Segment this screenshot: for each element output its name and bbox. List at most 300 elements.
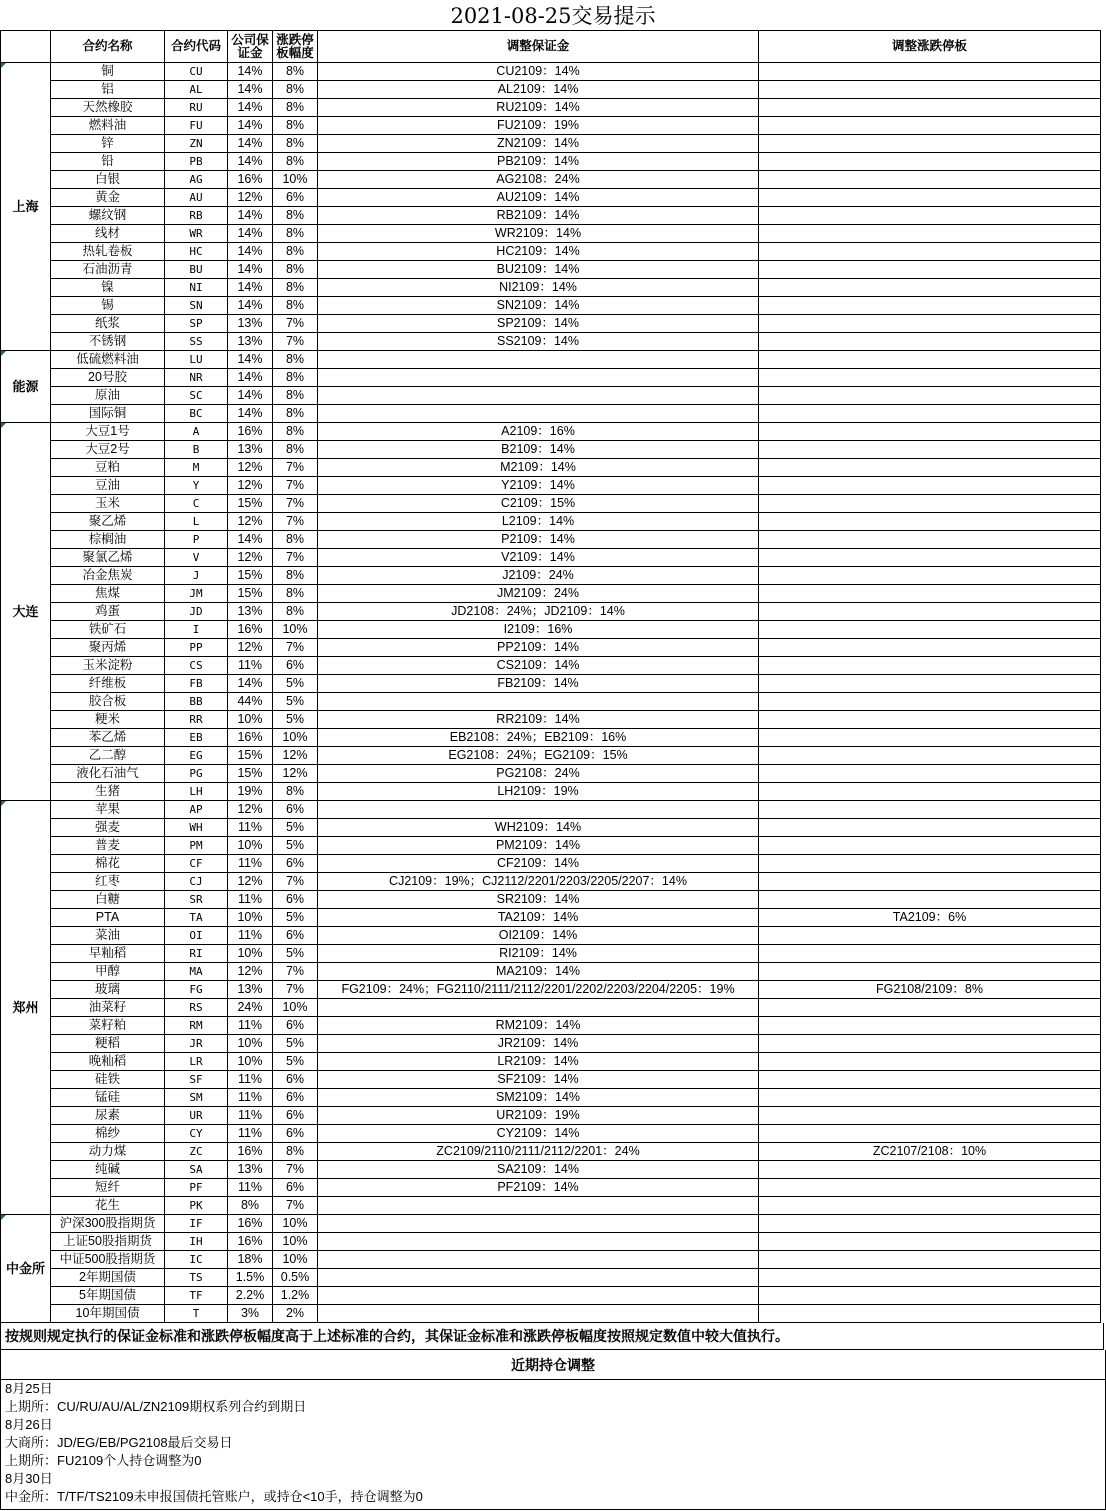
contract-code-cell: I [165,621,228,639]
adjusted-margin-cell [318,369,759,387]
adjusted-margin-cell: RB2109：14% [318,207,759,225]
limit-range-cell: 10% [273,999,318,1017]
adjusted-margin-cell: L2109：14% [318,513,759,531]
table-row [1,567,1101,585]
adjusted-limit-cell [759,1035,1101,1053]
contract-code-cell: AU [165,189,228,207]
contract-code-cell: BC [165,405,228,423]
adjusted-limit-cell [759,1017,1101,1035]
limit-range-cell: 5% [273,693,318,711]
limit-range-cell: 7% [273,459,318,477]
table-row [1,639,1101,657]
contract-code-cell: PP [165,639,228,657]
table-row [1,621,1101,639]
company-margin-cell: 10% [228,711,273,729]
adjusted-margin-cell [318,351,759,369]
contract-name-cell: 油菜籽 [51,999,165,1017]
note-line: 8月30日 [5,1471,53,1486]
contract-name-cell: 铅 [51,153,165,171]
table-row [1,261,1101,279]
adjusted-limit-cell [759,135,1101,153]
adjusted-margin-cell: JR2109：14% [318,1035,759,1053]
limit-range-cell: 5% [273,711,318,729]
company-margin-cell: 14% [228,81,273,99]
margin-table [0,30,1101,1323]
contract-name-cell: 动力煤 [51,1143,165,1161]
company-margin-cell: 14% [228,297,273,315]
table-row [1,1143,1101,1161]
company-margin-cell: 14% [228,117,273,135]
adjusted-limit-cell [759,153,1101,171]
table-row [1,333,1101,351]
table-row [1,873,1101,891]
adjusted-margin-cell: PF2109：14% [318,1179,759,1197]
exchange-cell: 大连 [1,423,51,801]
contract-code-cell: OI [165,927,228,945]
adjusted-limit-cell [759,1305,1101,1323]
adjusted-margin-cell [318,405,759,423]
company-margin-cell: 10% [228,1053,273,1071]
contract-code-cell: TS [165,1269,228,1287]
table-row [1,459,1101,477]
contract-code-cell: CU [165,63,228,81]
company-margin-cell: 1.5% [228,1269,273,1287]
contract-code-cell: WR [165,225,228,243]
company-margin-cell: 16% [228,729,273,747]
limit-range-cell: 7% [273,1197,318,1215]
company-margin-cell: 11% [228,657,273,675]
adjusted-margin-cell: WR2109：14% [318,225,759,243]
limit-range-cell: 8% [273,405,318,423]
table-row [1,1125,1101,1143]
company-margin-cell: 14% [228,207,273,225]
contract-name-cell: 石油沥青 [51,261,165,279]
limit-range-cell: 10% [273,1251,318,1269]
adjusted-margin-cell: FB2109：14% [318,675,759,693]
adjusted-limit-cell [759,171,1101,189]
adjusted-limit-cell [759,333,1101,351]
contract-code-cell: SC [165,387,228,405]
contract-code-cell: RS [165,999,228,1017]
limit-range-cell: 7% [273,495,318,513]
table-row [1,531,1101,549]
contract-code-cell: CF [165,855,228,873]
company-margin-cell: 18% [228,1251,273,1269]
adjusted-margin-cell: CJ2109：19%；CJ2112/2201/2203/2205/2207：14% [318,873,759,891]
company-margin-cell: 14% [228,675,273,693]
contract-code-cell: SN [165,297,228,315]
adjusted-limit-cell [759,99,1101,117]
table-row [1,801,1101,819]
adjusted-limit-cell [759,927,1101,945]
contract-code-cell: FB [165,675,228,693]
contract-name-cell: 粳米 [51,711,165,729]
company-margin-cell: 10% [228,1035,273,1053]
table-row [1,1053,1101,1071]
company-margin-cell: 12% [228,513,273,531]
table-row [1,171,1101,189]
adjusted-margin-cell: OI2109：14% [318,927,759,945]
contract-name-cell: 白银 [51,171,165,189]
exchange-cell: 郑州 [1,801,51,1215]
contract-name-cell: 铝 [51,81,165,99]
contract-name-cell: 10年期国债 [51,1305,165,1323]
limit-range-cell: 10% [273,729,318,747]
contract-name-cell: 豆油 [51,477,165,495]
company-margin-cell: 14% [228,261,273,279]
contract-name-cell: 燃料油 [51,117,165,135]
table-row [1,279,1101,297]
contract-name-cell: 线材 [51,225,165,243]
limit-range-cell: 8% [273,243,318,261]
adjusted-limit-cell [759,963,1101,981]
table-row [1,369,1101,387]
contract-name-cell: 不锈钢 [51,333,165,351]
limit-range-cell: 8% [273,99,318,117]
contract-code-cell: FU [165,117,228,135]
contract-name-cell: 鸡蛋 [51,603,165,621]
company-margin-cell: 15% [228,495,273,513]
contract-name-cell: 苹果 [51,801,165,819]
company-margin-cell: 2.2% [228,1287,273,1305]
adjusted-limit-cell [759,675,1101,693]
contract-name-cell: 原油 [51,387,165,405]
company-margin-cell: 10% [228,945,273,963]
adjusted-margin-cell: SA2109：14% [318,1161,759,1179]
company-margin-cell: 11% [228,1107,273,1125]
limit-range-cell: 8% [273,81,318,99]
contract-name-cell: 菜籽粕 [51,1017,165,1035]
company-margin-cell: 12% [228,549,273,567]
adjusted-limit-cell [759,477,1101,495]
table-row [1,351,1101,369]
limit-range-cell: 7% [273,513,318,531]
company-margin-cell: 13% [228,981,273,999]
adjusted-limit-cell [759,1197,1101,1215]
table-row [1,477,1101,495]
adjusted-limit-cell [759,837,1101,855]
contract-code-cell: NR [165,369,228,387]
adjusted-margin-cell: CY2109：14% [318,1125,759,1143]
adjusted-margin-cell: RI2109：14% [318,945,759,963]
company-margin-cell: 14% [228,531,273,549]
table-row [1,1197,1101,1215]
company-margin-cell: 11% [228,1071,273,1089]
limit-range-cell: 8% [273,207,318,225]
table-row [1,549,1101,567]
limit-range-cell: 6% [273,657,318,675]
adjusted-limit-cell [759,225,1101,243]
contract-code-cell: RU [165,99,228,117]
contract-code-cell: AL [165,81,228,99]
limit-range-cell: 7% [273,1161,318,1179]
contract-name-cell: 聚丙烯 [51,639,165,657]
adjusted-limit-cell [759,819,1101,837]
table-row [1,513,1101,531]
contract-name-cell: 天然橡胶 [51,99,165,117]
limit-range-cell: 1.2% [273,1287,318,1305]
contract-code-cell: BU [165,261,228,279]
adjusted-limit-cell [759,297,1101,315]
table-row [1,711,1101,729]
table-row [1,729,1101,747]
table-row [1,1017,1101,1035]
limit-range-cell: 7% [273,315,318,333]
adjusted-limit-cell [759,603,1101,621]
contract-name-cell: 上证50股指期货 [51,1233,165,1251]
adjusted-limit-cell [759,873,1101,891]
adjusted-margin-cell: RU2109：14% [318,99,759,117]
adjusted-limit-cell [759,1161,1101,1179]
contract-name-cell: 苯乙烯 [51,729,165,747]
adjusted-margin-cell: J2109：24% [318,567,759,585]
adjusted-margin-cell: CS2109：14% [318,657,759,675]
limit-range-cell: 6% [273,891,318,909]
table-row [1,891,1101,909]
contract-code-cell: RR [165,711,228,729]
contract-code-cell: V [165,549,228,567]
contract-code-cell: JM [165,585,228,603]
contract-code-cell: LR [165,1053,228,1071]
contract-name-cell: 螺纹钢 [51,207,165,225]
contract-code-cell: B [165,441,228,459]
adjusted-limit-cell [759,729,1101,747]
company-margin-cell: 14% [228,225,273,243]
table-row [1,945,1101,963]
adjusted-limit-cell [759,891,1101,909]
company-margin-cell: 13% [228,315,273,333]
adjusted-margin-cell [318,1287,759,1305]
company-margin-cell: 16% [228,423,273,441]
contract-code-cell: T [165,1305,228,1323]
table-row [1,315,1101,333]
contract-name-cell: 焦煤 [51,585,165,603]
table-row [1,1089,1101,1107]
table-row [1,117,1101,135]
limit-range-cell: 8% [273,1143,318,1161]
adjusted-limit-cell [759,693,1101,711]
adjusted-limit-cell [759,441,1101,459]
company-margin-cell: 11% [228,927,273,945]
table-row [1,837,1101,855]
adjusted-margin-cell: RM2109：14% [318,1017,759,1035]
adjusted-limit-cell [759,1287,1101,1305]
company-margin-cell: 13% [228,603,273,621]
company-margin-cell: 15% [228,765,273,783]
note-line: 上期所：FU2109个人持仓调整为0 [5,1453,202,1468]
table-header-row [1,31,1101,63]
adjusted-limit-cell [759,1107,1101,1125]
adjusted-limit-cell [759,243,1101,261]
limit-range-cell: 8% [273,441,318,459]
limit-range-cell: 5% [273,837,318,855]
contract-name-cell: 锡 [51,297,165,315]
limit-range-cell: 8% [273,297,318,315]
contract-code-cell: PK [165,1197,228,1215]
adjusted-limit-cell [759,621,1101,639]
limit-range-cell: 8% [273,567,318,585]
limit-range-cell: 6% [273,1179,318,1197]
contract-code-cell: ZN [165,135,228,153]
header-adjusted-limit: 调整涨跌停板 [759,31,1101,63]
company-margin-cell: 15% [228,747,273,765]
adjusted-margin-cell: EG2108：24%；EG2109：15% [318,747,759,765]
limit-range-cell: 10% [273,171,318,189]
adjusted-limit-cell [759,1053,1101,1071]
company-margin-cell: 12% [228,963,273,981]
contract-name-cell: 菜油 [51,927,165,945]
company-margin-cell: 14% [228,135,273,153]
adjusted-margin-cell: PP2109：14% [318,639,759,657]
adjusted-margin-cell: SS2109：14% [318,333,759,351]
contract-name-cell: 锰硅 [51,1089,165,1107]
contract-name-cell: 普麦 [51,837,165,855]
company-margin-cell: 12% [228,801,273,819]
adjusted-limit-cell [759,531,1101,549]
table-row [1,63,1101,81]
adjusted-margin-cell: FU2109：19% [318,117,759,135]
contract-name-cell: 国际铜 [51,405,165,423]
limit-range-cell: 8% [273,603,318,621]
adjusted-margin-cell: SN2109：14% [318,297,759,315]
limit-range-cell: 6% [273,189,318,207]
contract-code-cell: LU [165,351,228,369]
limit-range-cell: 8% [273,783,318,801]
adjusted-margin-cell: I2109：16% [318,621,759,639]
contract-code-cell: SA [165,1161,228,1179]
contract-code-cell: AG [165,171,228,189]
contract-code-cell: WH [165,819,228,837]
table-row [1,1035,1101,1053]
limit-range-cell: 5% [273,1053,318,1071]
contract-code-cell: CS [165,657,228,675]
table-row [1,1071,1101,1089]
adjusted-limit-cell [759,999,1101,1017]
contract-name-cell: 短纤 [51,1179,165,1197]
contract-name-cell: 20号胶 [51,369,165,387]
table-row [1,495,1101,513]
contract-code-cell: MA [165,963,228,981]
adjusted-margin-cell: TA2109：14% [318,909,759,927]
adjusted-limit-cell [759,1125,1101,1143]
header-limit-range: 涨跌停板幅度 [273,31,318,63]
company-margin-cell: 14% [228,99,273,117]
contract-code-cell: LH [165,783,228,801]
contract-name-cell: 尿素 [51,1107,165,1125]
adjusted-limit-cell: TA2109：6% [759,909,1101,927]
adjusted-limit-cell [759,1215,1101,1233]
adjusted-limit-cell [759,711,1101,729]
adjusted-margin-cell: SM2109：14% [318,1089,759,1107]
table-row [1,1305,1101,1323]
adjusted-margin-cell [318,1197,759,1215]
limit-range-cell: 6% [273,801,318,819]
table-row [1,1251,1101,1269]
limit-range-cell: 6% [273,927,318,945]
notes-block [0,1380,1106,1510]
contract-code-cell: RI [165,945,228,963]
company-margin-cell: 14% [228,369,273,387]
adjusted-limit-cell [759,495,1101,513]
note-line: 8月25日 [5,1381,53,1396]
adjusted-margin-cell [318,1233,759,1251]
adjusted-limit-cell [759,423,1101,441]
contract-name-cell: 大豆2号 [51,441,165,459]
table-row [1,1179,1101,1197]
adjusted-margin-cell: A2109：16% [318,423,759,441]
table-row [1,423,1101,441]
contract-name-cell: 铜 [51,63,165,81]
company-margin-cell: 16% [228,1215,273,1233]
company-margin-cell: 11% [228,855,273,873]
adjusted-limit-cell [759,657,1101,675]
contract-name-cell: 镍 [51,279,165,297]
contract-code-cell: FG [165,981,228,999]
adjusted-margin-cell: CU2109：14% [318,63,759,81]
company-margin-cell: 12% [228,477,273,495]
table-row [1,207,1101,225]
company-margin-cell: 8% [228,1197,273,1215]
table-row [1,189,1101,207]
contract-name-cell: 黄金 [51,189,165,207]
limit-range-cell: 10% [273,1233,318,1251]
adjusted-margin-cell: PG2108：24% [318,765,759,783]
contract-code-cell: C [165,495,228,513]
adjusted-margin-cell: HC2109：14% [318,243,759,261]
adjusted-limit-cell: FG2108/2109：8% [759,981,1101,999]
contract-code-cell: TA [165,909,228,927]
contract-name-cell: 甲醇 [51,963,165,981]
table-row [1,405,1101,423]
adjusted-limit-cell [759,1251,1101,1269]
company-margin-cell: 13% [228,333,273,351]
table-row [1,603,1101,621]
contract-code-cell: PB [165,153,228,171]
adjusted-margin-cell: AU2109：14% [318,189,759,207]
adjusted-limit-cell: ZC2107/2108：10% [759,1143,1101,1161]
limit-range-cell: 8% [273,369,318,387]
adjusted-margin-cell: RR2109：14% [318,711,759,729]
adjusted-margin-cell [318,387,759,405]
adjusted-margin-cell: Y2109：14% [318,477,759,495]
contract-name-cell: 纸浆 [51,315,165,333]
table-row [1,657,1101,675]
limit-range-cell: 8% [273,261,318,279]
adjusted-margin-cell [318,1305,759,1323]
header-contract-code: 合约代码 [165,31,228,63]
limit-range-cell: 5% [273,945,318,963]
table-row [1,693,1101,711]
limit-range-cell: 5% [273,819,318,837]
company-margin-cell: 11% [228,819,273,837]
company-margin-cell: 11% [228,1179,273,1197]
adjusted-limit-cell [759,351,1101,369]
contract-code-cell: AP [165,801,228,819]
contract-name-cell: 中证500股指期货 [51,1251,165,1269]
company-margin-cell: 11% [228,1017,273,1035]
company-margin-cell: 15% [228,567,273,585]
adjusted-limit-cell [759,1089,1101,1107]
contract-code-cell: M [165,459,228,477]
contract-code-cell: PM [165,837,228,855]
note-line: 上期所：CU/RU/AU/AL/ZN2109期权系列合约到期日 [5,1399,307,1414]
contract-code-cell: PG [165,765,228,783]
limit-range-cell: 7% [273,873,318,891]
contract-code-cell: P [165,531,228,549]
contract-name-cell: 玉米 [51,495,165,513]
table-row [1,783,1101,801]
company-margin-cell: 10% [228,837,273,855]
